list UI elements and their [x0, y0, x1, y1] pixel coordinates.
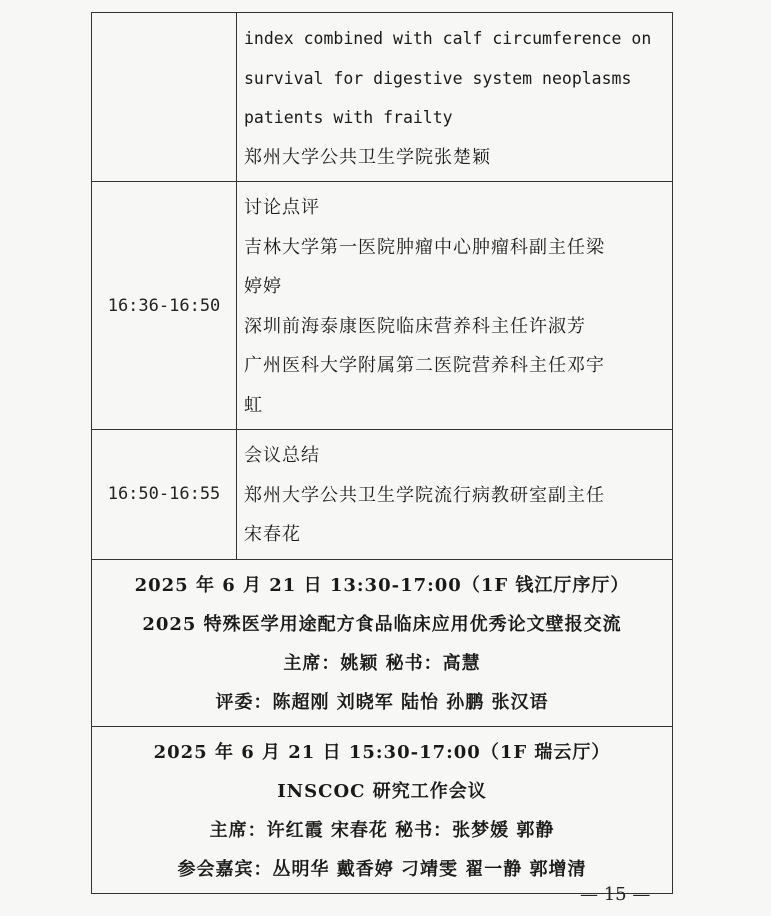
- agenda-table: [91, 12, 673, 894]
- section-chairs: 主席：许红霞 宋春花 秘书：张梦媛 郭静: [209, 819, 555, 841]
- speaker-line: 宋春花: [244, 524, 301, 545]
- table-row: [92, 13, 673, 182]
- talk-title-line: survival for digestive system neoplasms: [244, 68, 632, 88]
- section-datetime: 2025 年 6 月 21 日 13:30-17:00（1F 钱江厅序厅）: [134, 574, 630, 596]
- section-guests: 参会嘉宾：丛明华 戴香婷 刁靖雯 翟一静 郭增清: [177, 858, 587, 880]
- section-chairs: 主席：姚颖 秘书：高慧: [283, 652, 481, 674]
- discussant-line: 婷婷: [244, 276, 282, 297]
- content-cell: [237, 430, 673, 560]
- talk-title-line: index combined with calf circumference on: [244, 29, 652, 48]
- discussant-line: 深圳前海泰康医院临床营养科主任许淑芳: [244, 315, 586, 337]
- section-row: [92, 559, 673, 726]
- section-judges: 评委：陈超刚 刘晓军 陆怡 孙鹏 张汉语: [215, 691, 549, 713]
- section-title: INSCOC 研究工作会议: [277, 780, 487, 802]
- table-row: [92, 182, 673, 430]
- section-header-cell: [92, 559, 673, 726]
- time-cell: 16:50-16:55: [92, 430, 237, 560]
- discussant-line: 广州医科大学附属第二医院营养科主任邓宇: [244, 355, 605, 376]
- session-title: 会议总结: [244, 445, 320, 466]
- discussant-line: 虹: [244, 394, 263, 416]
- talk-title-line: patients with frailty: [244, 108, 453, 127]
- time-cell: 16:36-16:50: [92, 182, 237, 430]
- content-cell: [237, 13, 673, 182]
- section-header-cell: [92, 726, 673, 893]
- discussant-line: 吉林大学第一医院肿瘤中心肿瘤科副主任梁: [244, 236, 605, 258]
- time-cell: [92, 13, 237, 182]
- section-row: [92, 726, 673, 893]
- session-title: 讨论点评: [244, 197, 320, 218]
- speaker-line: 郑州大学公共卫生学院张楚颖: [244, 146, 491, 168]
- page-number: — 15 —: [580, 884, 651, 905]
- section-datetime: 2025 年 6 月 21 日 15:30-17:00（1F 瑞云厅）: [153, 741, 611, 763]
- speaker-line: 郑州大学公共卫生学院流行病教研室副主任: [244, 484, 605, 506]
- content-cell: [237, 182, 673, 430]
- table-row: [92, 430, 673, 560]
- section-title: 2025 特殊医学用途配方食品临床应用优秀论文壁报交流: [142, 613, 622, 635]
